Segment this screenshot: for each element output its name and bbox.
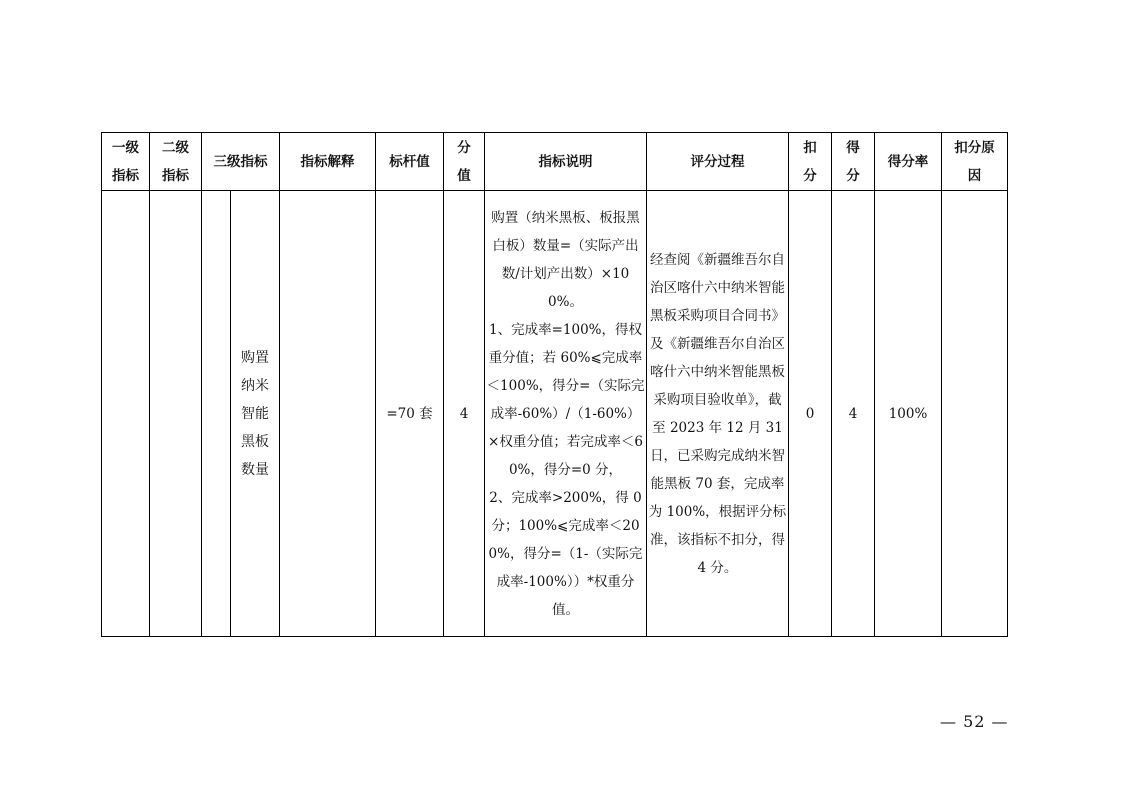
cell-level1 — [102, 191, 150, 637]
cell-level3-b — [231, 191, 280, 637]
cell-level3-a — [202, 191, 231, 637]
header-deduct: 扣分 — [789, 133, 832, 191]
header-got: 得分 — [832, 133, 875, 191]
header-desc: 指标说明 — [485, 133, 647, 191]
cell-deduct: 0 — [789, 191, 832, 637]
header-rate: 得分率 — [875, 133, 942, 191]
cell-process: 经查阅《新疆维吾尔自治区喀什六中纳米智能黑板采购项目合同书》及《新疆维吾尔自治区喀什六中纳米智能黑板采购项目验收单》，截至 2023 年 12 月 31 日，已采购完成纳米智能黑板 70 套，完成率为 100%，根据评分标准，该指标不扣分，得 4 分。 — [647, 191, 789, 637]
page-number: — 52 — — [940, 712, 1009, 731]
header-explain: 指标解释 — [280, 133, 376, 191]
cell-level2 — [150, 191, 202, 637]
header-reason: 扣分原因 — [942, 133, 1008, 191]
cell-reason — [942, 191, 1008, 637]
header-level3: 三级指标 — [202, 133, 280, 191]
cell-desc: 购置（纳米黑板、板报黑白板）数量=（实际产出数/计划产出数）×100%。 1、完成率=100%，得权重分值；若 60%⩽完成率＜100%，得分=（实际完成率-60%）/（1-60%）×权重分值；若完成率＜60%，得分=0 分， 2、完成率>200%，得 0 分；100%⩽完成率＜200%，得分=（1-（实际完成率-100%））*权重分值。 — [485, 191, 647, 637]
cell-score-value: 4 — [444, 191, 485, 637]
level3-indicator-name: 购置纳米智能黑板数量 — [241, 349, 269, 478]
header-benchmark: 标杆值 — [376, 133, 444, 191]
header-score-value: 分值 — [444, 133, 485, 191]
header-process: 评分过程 — [647, 133, 789, 191]
evaluation-table — [101, 132, 1008, 637]
header-level1: 一级指标 — [102, 133, 150, 191]
cell-rate: 100% — [875, 191, 942, 637]
header-level2: 二级指标 — [150, 133, 202, 191]
header-row — [102, 133, 1008, 191]
cell-got: 4 — [832, 191, 875, 637]
table-row — [102, 191, 1008, 637]
cell-benchmark: =70 套 — [376, 191, 444, 637]
cell-explain — [280, 191, 376, 637]
